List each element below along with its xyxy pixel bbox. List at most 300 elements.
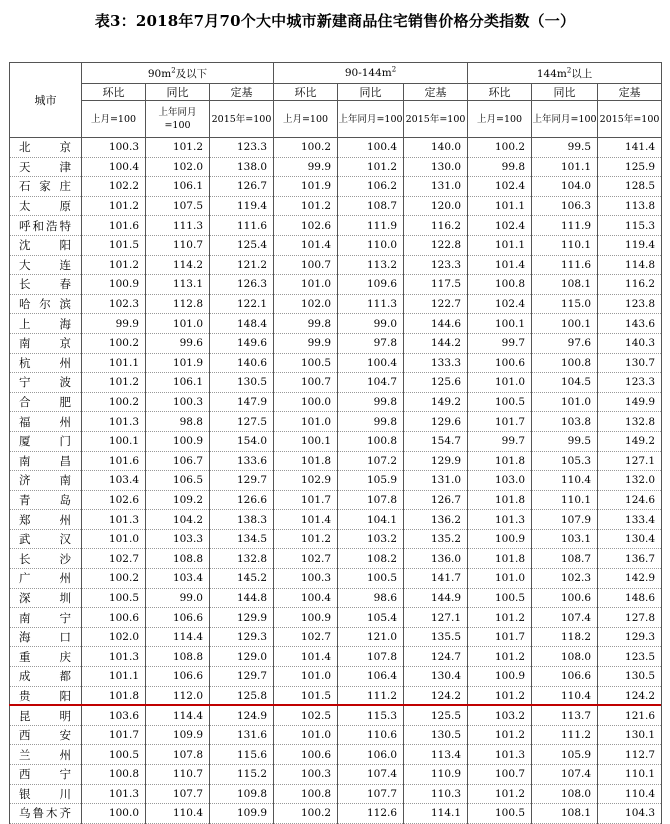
index-value: 127.8 xyxy=(598,608,662,628)
index-value: 101.3 xyxy=(82,412,146,432)
index-value: 100.5 xyxy=(338,569,404,589)
index-value: 101.6 xyxy=(82,216,146,236)
index-value: 111.2 xyxy=(532,725,598,745)
index-value: 101.0 xyxy=(274,667,338,687)
base-label-2015: 2015年=100 xyxy=(210,101,274,138)
city-name: 太原 xyxy=(10,196,82,216)
index-value: 102.9 xyxy=(274,471,338,491)
table-row xyxy=(10,529,662,549)
index-value: 100.8 xyxy=(532,353,598,373)
index-value: 123.5 xyxy=(598,647,662,667)
index-value: 112.7 xyxy=(598,745,662,765)
index-value: 144.2 xyxy=(404,333,468,353)
index-value: 100.4 xyxy=(274,588,338,608)
base-label-yoy: 上年同月=100 xyxy=(532,101,598,138)
table-row xyxy=(10,314,662,334)
index-value: 115.3 xyxy=(338,706,404,726)
index-value: 100.9 xyxy=(146,431,210,451)
index-value: 100.5 xyxy=(468,392,532,412)
index-value: 133.4 xyxy=(598,510,662,530)
table-row xyxy=(10,373,662,393)
table-row xyxy=(10,157,662,177)
index-value: 112.6 xyxy=(338,804,404,824)
index-value: 130.4 xyxy=(598,529,662,549)
index-value: 97.6 xyxy=(532,333,598,353)
index-value: 130.4 xyxy=(404,667,468,687)
index-value: 101.1 xyxy=(468,196,532,216)
index-value: 123.3 xyxy=(598,373,662,393)
index-value: 101.5 xyxy=(274,686,338,706)
sub-header-mom: 环比 xyxy=(82,84,146,101)
index-value: 100.4 xyxy=(338,138,404,158)
index-value: 115.2 xyxy=(210,765,274,785)
table-row xyxy=(10,138,662,158)
index-value: 110.4 xyxy=(598,784,662,804)
city-name: 西宁 xyxy=(10,765,82,785)
index-value: 107.8 xyxy=(146,745,210,765)
index-value: 100.1 xyxy=(82,431,146,451)
city-name: 哈尔滨 xyxy=(10,294,82,314)
base-label-mom: 上月=100 xyxy=(468,101,532,138)
index-value: 107.4 xyxy=(532,608,598,628)
index-value: 102.5 xyxy=(274,706,338,726)
index-value: 101.0 xyxy=(274,275,338,295)
index-value: 100.1 xyxy=(468,314,532,334)
index-value: 127.1 xyxy=(598,451,662,471)
index-value: 125.6 xyxy=(404,373,468,393)
index-value: 101.2 xyxy=(274,529,338,549)
index-value: 99.8 xyxy=(338,412,404,432)
index-value: 101.2 xyxy=(82,373,146,393)
table-row xyxy=(10,216,662,236)
index-value: 128.5 xyxy=(598,177,662,197)
sub-header-yoy: 同比 xyxy=(146,84,210,101)
index-value: 100.5 xyxy=(468,804,532,824)
index-value: 102.6 xyxy=(274,216,338,236)
index-value: 129.7 xyxy=(210,471,274,491)
index-value: 101.8 xyxy=(274,451,338,471)
index-value: 102.4 xyxy=(468,216,532,236)
index-value: 101.7 xyxy=(468,412,532,432)
index-value: 119.4 xyxy=(210,196,274,216)
group-header-large: $144m^2$以上 xyxy=(468,63,662,84)
index-value: 100.7 xyxy=(468,765,532,785)
index-value: 102.4 xyxy=(468,294,532,314)
base-label-mom: 上月=100 xyxy=(82,101,146,138)
index-value: 126.6 xyxy=(210,490,274,510)
index-value: 110.1 xyxy=(532,490,598,510)
index-value: 129.3 xyxy=(210,627,274,647)
index-value: 100.1 xyxy=(532,314,598,334)
index-value: 131.6 xyxy=(210,725,274,745)
index-value: 103.4 xyxy=(146,569,210,589)
index-value: 100.9 xyxy=(468,529,532,549)
index-value: 99.0 xyxy=(146,588,210,608)
index-value: 114.8 xyxy=(598,255,662,275)
sub-header-mom: 环比 xyxy=(274,84,338,101)
city-name: 合肥 xyxy=(10,392,82,412)
index-value: 115.0 xyxy=(532,294,598,314)
index-value: 141.7 xyxy=(404,569,468,589)
index-value: 101.2 xyxy=(82,196,146,216)
index-value: 107.7 xyxy=(338,784,404,804)
page-title: 表3：2018年7月70个大中城市新建商品住宅销售价格分类指数（一） xyxy=(94,12,576,30)
index-value: 101.0 xyxy=(274,412,338,432)
index-value: 101.0 xyxy=(532,392,598,412)
index-value: 124.2 xyxy=(404,686,468,706)
index-value: 103.8 xyxy=(532,412,598,432)
table-row xyxy=(10,333,662,353)
sub-header-yoy: 同比 xyxy=(338,84,404,101)
index-value: 100.2 xyxy=(82,392,146,412)
index-value: 113.8 xyxy=(598,196,662,216)
city-name: 福州 xyxy=(10,412,82,432)
index-value: 101.9 xyxy=(146,353,210,373)
index-value: 110.4 xyxy=(146,804,210,824)
index-value: 100.8 xyxy=(338,431,404,451)
city-name: 重庆 xyxy=(10,647,82,667)
index-value: 101.1 xyxy=(82,353,146,373)
index-value: 132.8 xyxy=(598,412,662,432)
index-value: 102.7 xyxy=(274,627,338,647)
index-value: 99.8 xyxy=(274,314,338,334)
index-value: 100.5 xyxy=(468,588,532,608)
table-row xyxy=(10,549,662,569)
index-value: 149.2 xyxy=(404,392,468,412)
index-value: 101.2 xyxy=(146,138,210,158)
index-value: 141.4 xyxy=(598,138,662,158)
index-value: 101.0 xyxy=(468,569,532,589)
index-value: 129.3 xyxy=(598,627,662,647)
index-value: 140.6 xyxy=(210,353,274,373)
sub-header-base: 定基 xyxy=(210,84,274,101)
index-value: 131.0 xyxy=(404,471,468,491)
index-value: 130.1 xyxy=(598,725,662,745)
index-value: 103.0 xyxy=(468,471,532,491)
index-value: 136.7 xyxy=(598,549,662,569)
sub-header-base: 定基 xyxy=(598,84,662,101)
group-header-medium: $90-144m^2$ xyxy=(274,63,468,84)
index-value: 101.0 xyxy=(146,314,210,334)
index-value: 101.2 xyxy=(274,196,338,216)
index-value: 118.2 xyxy=(532,627,598,647)
index-value: 99.6 xyxy=(146,333,210,353)
index-value: 107.4 xyxy=(532,765,598,785)
index-value: 106.0 xyxy=(338,745,404,765)
index-value: 112.0 xyxy=(146,686,210,706)
table-row xyxy=(10,235,662,255)
index-value: 114.1 xyxy=(404,804,468,824)
index-value: 100.6 xyxy=(82,608,146,628)
index-value: 99.8 xyxy=(468,157,532,177)
index-value: 109.9 xyxy=(146,725,210,745)
index-value: 101.9 xyxy=(274,177,338,197)
index-value: 127.1 xyxy=(404,608,468,628)
index-value: 127.5 xyxy=(210,412,274,432)
index-value: 115.6 xyxy=(210,745,274,765)
index-value: 106.6 xyxy=(146,667,210,687)
index-value: 134.5 xyxy=(210,529,274,549)
index-value: 100.3 xyxy=(146,392,210,412)
index-value: 101.3 xyxy=(82,647,146,667)
index-value: 101.2 xyxy=(338,157,404,177)
index-value: 101.1 xyxy=(532,157,598,177)
index-value: 115.3 xyxy=(598,216,662,236)
index-value: 122.7 xyxy=(404,294,468,314)
index-value: 101.4 xyxy=(274,647,338,667)
index-value: 106.6 xyxy=(532,667,598,687)
index-value: 108.1 xyxy=(532,275,598,295)
city-name: 沈阳 xyxy=(10,235,82,255)
city-name: 深圳 xyxy=(10,588,82,608)
index-value: 107.8 xyxy=(338,490,404,510)
index-value: 100.1 xyxy=(274,431,338,451)
index-value: 147.9 xyxy=(210,392,274,412)
index-value: 102.3 xyxy=(532,569,598,589)
index-value: 106.6 xyxy=(146,608,210,628)
index-value: 100.6 xyxy=(532,588,598,608)
index-value: 100.5 xyxy=(82,745,146,765)
index-value: 103.2 xyxy=(468,706,532,726)
index-value: 136.0 xyxy=(404,549,468,569)
index-value: 100.9 xyxy=(468,667,532,687)
index-value: 109.9 xyxy=(210,804,274,824)
index-value: 111.6 xyxy=(532,255,598,275)
index-value: 109.8 xyxy=(210,784,274,804)
index-value: 99.5 xyxy=(532,138,598,158)
index-value: 101.0 xyxy=(274,725,338,745)
index-value: 99.9 xyxy=(274,157,338,177)
city-name: 乌鲁木齐 xyxy=(10,804,82,824)
table-row xyxy=(10,490,662,510)
index-value: 125.5 xyxy=(404,706,468,726)
index-value: 117.5 xyxy=(404,275,468,295)
index-value: 131.0 xyxy=(404,177,468,197)
table-row xyxy=(10,667,662,687)
index-value: 110.7 xyxy=(146,765,210,785)
index-value: 101.0 xyxy=(82,529,146,549)
index-value: 108.2 xyxy=(338,549,404,569)
index-value: 102.7 xyxy=(82,549,146,569)
table-row xyxy=(10,745,662,765)
index-value: 105.4 xyxy=(338,608,404,628)
index-value: 110.4 xyxy=(532,471,598,491)
index-value: 111.2 xyxy=(338,686,404,706)
table-row xyxy=(10,412,662,432)
index-value: 124.6 xyxy=(598,490,662,510)
index-value: 100.0 xyxy=(274,392,338,412)
index-value: 123.3 xyxy=(404,255,468,275)
index-value: 99.9 xyxy=(82,314,146,334)
city-name: 西安 xyxy=(10,725,82,745)
index-value: 101.3 xyxy=(468,510,532,530)
index-value: 144.9 xyxy=(404,588,468,608)
sub-header-base: 定基 xyxy=(404,84,468,101)
index-value: 108.0 xyxy=(532,784,598,804)
index-value: 126.7 xyxy=(404,490,468,510)
index-value: 102.0 xyxy=(274,294,338,314)
index-value: 125.9 xyxy=(598,157,662,177)
index-value: 101.3 xyxy=(82,510,146,530)
index-value: 114.2 xyxy=(146,255,210,275)
index-value: 101.8 xyxy=(468,549,532,569)
index-value: 110.6 xyxy=(338,725,404,745)
index-value: 110.7 xyxy=(146,235,210,255)
index-value: 99.7 xyxy=(468,431,532,451)
index-value: 100.2 xyxy=(274,804,338,824)
index-value: 101.2 xyxy=(82,255,146,275)
index-value: 122.1 xyxy=(210,294,274,314)
index-value: 103.3 xyxy=(146,529,210,549)
index-value: 119.4 xyxy=(598,235,662,255)
index-value: 108.1 xyxy=(532,804,598,824)
base-label-mom: 上月=100 xyxy=(274,101,338,138)
table-row xyxy=(10,431,662,451)
index-value: 106.1 xyxy=(146,373,210,393)
table-row xyxy=(10,569,662,589)
index-value: 101.7 xyxy=(82,725,146,745)
index-value: 101.2 xyxy=(468,725,532,745)
index-value: 101.8 xyxy=(82,686,146,706)
city-name: 南昌 xyxy=(10,451,82,471)
group-header-small: $90m^2$及以下 xyxy=(82,63,274,84)
index-value: 136.2 xyxy=(404,510,468,530)
index-value: 99.7 xyxy=(468,333,532,353)
index-value: 104.3 xyxy=(598,804,662,824)
table-row xyxy=(10,588,662,608)
index-value: 111.9 xyxy=(338,216,404,236)
index-value: 100.7 xyxy=(274,373,338,393)
city-name: 天津 xyxy=(10,157,82,177)
index-value: 149.6 xyxy=(210,333,274,353)
index-value: 100.5 xyxy=(82,588,146,608)
index-value: 116.2 xyxy=(598,275,662,295)
price-index-table xyxy=(9,62,662,824)
index-value: 101.2 xyxy=(468,784,532,804)
index-value: 123.8 xyxy=(598,294,662,314)
table-row xyxy=(10,647,662,667)
index-value: 103.4 xyxy=(82,471,146,491)
city-name: 呼和浩特 xyxy=(10,216,82,236)
index-value: 100.5 xyxy=(274,353,338,373)
index-value: 100.2 xyxy=(82,569,146,589)
index-value: 104.1 xyxy=(338,510,404,530)
index-value: 121.2 xyxy=(210,255,274,275)
table-row xyxy=(10,608,662,628)
index-value: 129.9 xyxy=(404,451,468,471)
index-value: 130.0 xyxy=(404,157,468,177)
index-value: 135.2 xyxy=(404,529,468,549)
table-row xyxy=(10,275,662,295)
index-value: 138.0 xyxy=(210,157,274,177)
index-value: 149.2 xyxy=(598,431,662,451)
index-value: 101.0 xyxy=(468,373,532,393)
index-value: 100.9 xyxy=(82,275,146,295)
index-value: 121.0 xyxy=(338,627,404,647)
city-name: 济南 xyxy=(10,471,82,491)
index-value: 109.2 xyxy=(146,490,210,510)
index-value: 126.7 xyxy=(210,177,274,197)
index-value: 100.2 xyxy=(274,138,338,158)
index-value: 100.2 xyxy=(82,333,146,353)
index-value: 148.4 xyxy=(210,314,274,334)
table-row xyxy=(10,353,662,373)
index-value: 104.7 xyxy=(338,373,404,393)
index-value: 100.3 xyxy=(274,569,338,589)
index-value: 102.0 xyxy=(82,627,146,647)
table-row xyxy=(10,784,662,804)
index-value: 107.2 xyxy=(338,451,404,471)
index-value: 100.8 xyxy=(274,784,338,804)
index-value: 130.5 xyxy=(404,725,468,745)
index-value: 100.3 xyxy=(274,765,338,785)
table-row xyxy=(10,510,662,530)
index-value: 99.8 xyxy=(338,392,404,412)
index-value: 103.2 xyxy=(338,529,404,549)
index-value: 99.9 xyxy=(274,333,338,353)
index-value: 107.9 xyxy=(532,510,598,530)
index-value: 138.3 xyxy=(210,510,274,530)
index-value: 140.0 xyxy=(404,138,468,158)
index-value: 143.6 xyxy=(598,314,662,334)
index-value: 144.8 xyxy=(210,588,274,608)
index-value: 101.2 xyxy=(468,647,532,667)
city-name: 长春 xyxy=(10,275,82,295)
table-row xyxy=(10,255,662,275)
index-value: 129.0 xyxy=(210,647,274,667)
index-value: 101.4 xyxy=(468,255,532,275)
index-value: 100.4 xyxy=(338,353,404,373)
index-value: 106.5 xyxy=(146,471,210,491)
table-row xyxy=(10,627,662,647)
index-value: 110.4 xyxy=(532,686,598,706)
index-value: 106.7 xyxy=(146,451,210,471)
index-value: 129.7 xyxy=(210,667,274,687)
index-value: 110.3 xyxy=(404,784,468,804)
index-value: 101.6 xyxy=(82,451,146,471)
city-name: 石家庄 xyxy=(10,177,82,197)
table-row xyxy=(10,294,662,314)
index-value: 101.2 xyxy=(468,686,532,706)
city-name: 上海 xyxy=(10,314,82,334)
index-value: 135.5 xyxy=(404,627,468,647)
index-value: 105.9 xyxy=(532,745,598,765)
index-value: 101.3 xyxy=(468,745,532,765)
index-value: 107.4 xyxy=(338,765,404,785)
index-value: 113.7 xyxy=(532,706,598,726)
table-row xyxy=(10,196,662,216)
index-value: 126.3 xyxy=(210,275,274,295)
index-value: 100.2 xyxy=(468,138,532,158)
city-name: 杭州 xyxy=(10,353,82,373)
index-value: 102.7 xyxy=(274,549,338,569)
index-value: 130.5 xyxy=(598,667,662,687)
index-value: 124.9 xyxy=(210,706,274,726)
index-value: 107.8 xyxy=(338,647,404,667)
index-value: 101.7 xyxy=(468,627,532,647)
index-value: 108.7 xyxy=(532,549,598,569)
index-value: 125.4 xyxy=(210,235,274,255)
index-value: 145.2 xyxy=(210,569,274,589)
index-value: 101.4 xyxy=(274,510,338,530)
index-value: 102.3 xyxy=(82,294,146,314)
sub-header-mom: 环比 xyxy=(468,84,532,101)
index-value: 101.1 xyxy=(82,667,146,687)
index-value: 142.9 xyxy=(598,569,662,589)
index-value: 103.6 xyxy=(82,706,146,726)
index-value: 140.3 xyxy=(598,333,662,353)
index-value: 101.8 xyxy=(468,490,532,510)
